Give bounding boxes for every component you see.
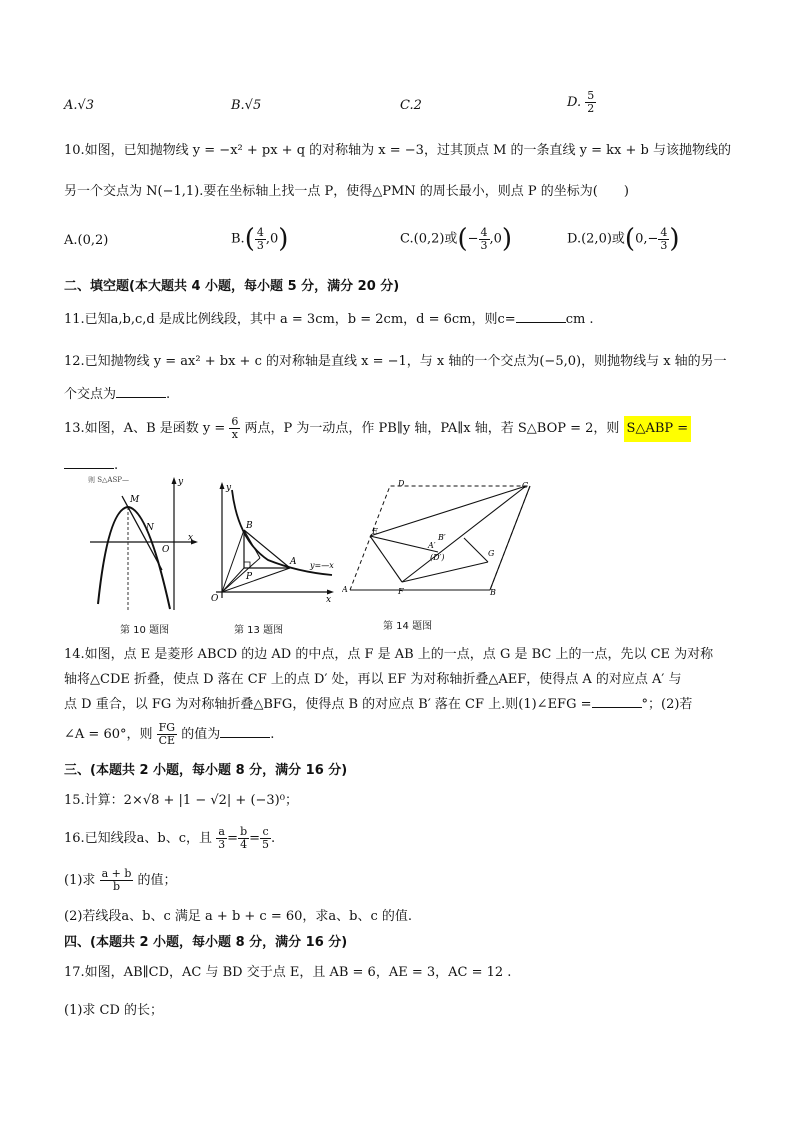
q10-option-b: B.( $\frac{4}{3}$ ,0) — [231, 224, 289, 254]
svg-text:C: C — [522, 481, 529, 490]
q9-option-d: D. $\frac{5}{2}$ — [567, 89, 595, 115]
q14-line4: ∠A = 60°，则 $\frac{FG}{CE}$ 的值为 . — [64, 721, 275, 747]
q17-part1: (1)求 CD 的长； — [64, 1003, 164, 1018]
svg-text:A′: A′ — [428, 541, 436, 550]
svg-text:y: y — [178, 477, 184, 487]
svg-text:B: B — [246, 521, 253, 531]
section3-heading: 三、(本题共 2 小题，每小题 8 分，满分 16 分) — [64, 763, 348, 778]
svg-text:D: D — [398, 479, 405, 488]
svg-text:N: N — [146, 523, 154, 533]
figure-14 — [342, 478, 534, 598]
caption-figure-10: 第 10 题图 — [120, 625, 170, 636]
section2-heading: 二、填空题(本大题共 4 小题，每小题 5 分，满分 20 分) — [64, 279, 400, 294]
section4-heading: 四、(本题共 2 小题，每小题 8 分，满分 16 分) — [64, 935, 348, 950]
q10-option-c: C.(0,2)或(− $\frac{4}{3}$ ,0) — [400, 224, 513, 254]
q13-line1: 13.如图，A、B 是函数 y = $\frac{6}{x}$ 两点，P 为一动点，作 PB∥y 轴，PA∥x 轴，若 S△BOP = 2，则 S△ABP = — [64, 416, 691, 442]
svg-text:O: O — [211, 594, 219, 604]
svg-text:A: A — [290, 557, 297, 567]
svg-text:O: O — [162, 545, 170, 555]
q15: 15.计算：2×√8 + |1 − √2| + (−3)⁰； — [64, 793, 298, 808]
q10-line1: 10.如图，已知抛物线 y = −x² + px + q 的对称轴为 x = −3，过其顶点 M 的一条直线 y = kx + b 与该抛物线的 — [64, 143, 731, 158]
q14-line2: 轴将△CDE 折叠，使点 D 落在 CF 上的点 D′ 处，再以 EF 为对称轴折叠△AEF，使得点 A 的对应点 A′ 与 — [64, 672, 682, 687]
q12-line2: 个交点为 . — [64, 387, 171, 402]
figure-13 — [208, 480, 338, 605]
svg-text:G: G — [488, 549, 495, 558]
q16-line1: 16.已知线段a、b、c，且 $\frac{a}{3}$ = $\frac{b}{4}$ = $\frac{c}{5}$ . — [64, 825, 276, 851]
q9-option-a: A.√3 — [64, 98, 95, 113]
q10-option-a: A.(0,2) — [64, 233, 109, 248]
svg-text:E: E — [372, 527, 378, 536]
q9-option-b: B.√5 — [231, 98, 262, 113]
svg-text:A: A — [342, 585, 348, 594]
q16-part1: (1)求 $\frac{a + b}{b}$ 的值； — [64, 867, 177, 893]
svg-text:B′: B′ — [438, 533, 446, 542]
svg-text:M: M — [130, 495, 140, 505]
highlighted-answer-term: S△ABP = — [624, 416, 692, 442]
fig10-header: 则 S△ASP— — [88, 476, 129, 484]
svg-text:x: x — [188, 533, 194, 543]
q9-option-c: C.2 — [400, 98, 422, 113]
svg-text:F: F — [398, 587, 404, 596]
q11: 11.已知a,b,c,d 是成比例线段，其中 a = 3cm，b = 2cm，d = 6cm，则c= cm . — [64, 312, 594, 327]
svg-text:B: B — [490, 588, 496, 597]
q10-line2: 另一个交点为 N(−1,1).要在坐标轴上找一点 P，使得△PMN 的周长最小，则点 P 的坐标为( ) — [64, 184, 629, 199]
caption-figure-13: 第 13 题图 — [234, 625, 284, 636]
svg-text:y: y — [226, 483, 232, 493]
q13-line2: . — [64, 456, 118, 475]
figure-10 — [86, 474, 198, 614]
q17: 17.如图，AB∥CD，AC 与 BD 交于点 E，且 AB = 6，AE = 3，AC = 12 . — [64, 965, 512, 980]
q10-option-d: D.(2,0)或(0,− $\frac{4}{3}$ ) — [567, 224, 680, 254]
caption-figure-14: 第 14 题图 — [383, 621, 433, 632]
q14-line1: 14.如图，点 E 是菱形 ABCD 的边 AD 的中点，点 F 是 AB 上的一点，点 G 是 BC 上的一点，先以 CE 为对称 — [64, 647, 714, 662]
svg-text:P: P — [246, 572, 253, 582]
q12-line1: 12.已知抛物线 y = ax² + bx + c 的对称轴是直线 x = −1，与 x 轴的一个交点为(−5,0)，则抛物线与 x 轴的另一 — [64, 354, 727, 369]
svg-text:y=—x: y=—x — [310, 561, 334, 570]
q16-part2: (2)若线段a、b、c 满足 a + b + c = 60，求a、b、c 的值. — [64, 909, 413, 924]
svg-text:x: x — [326, 595, 332, 605]
svg-text:(D′): (D′) — [430, 553, 445, 562]
q14-line3: 点 D 重合，以 FG 为对称轴折叠△BFG，使得点 B 的对应点 B′ 落在 CF 上.则(1)∠EFG = °；(2)若 — [64, 697, 693, 712]
